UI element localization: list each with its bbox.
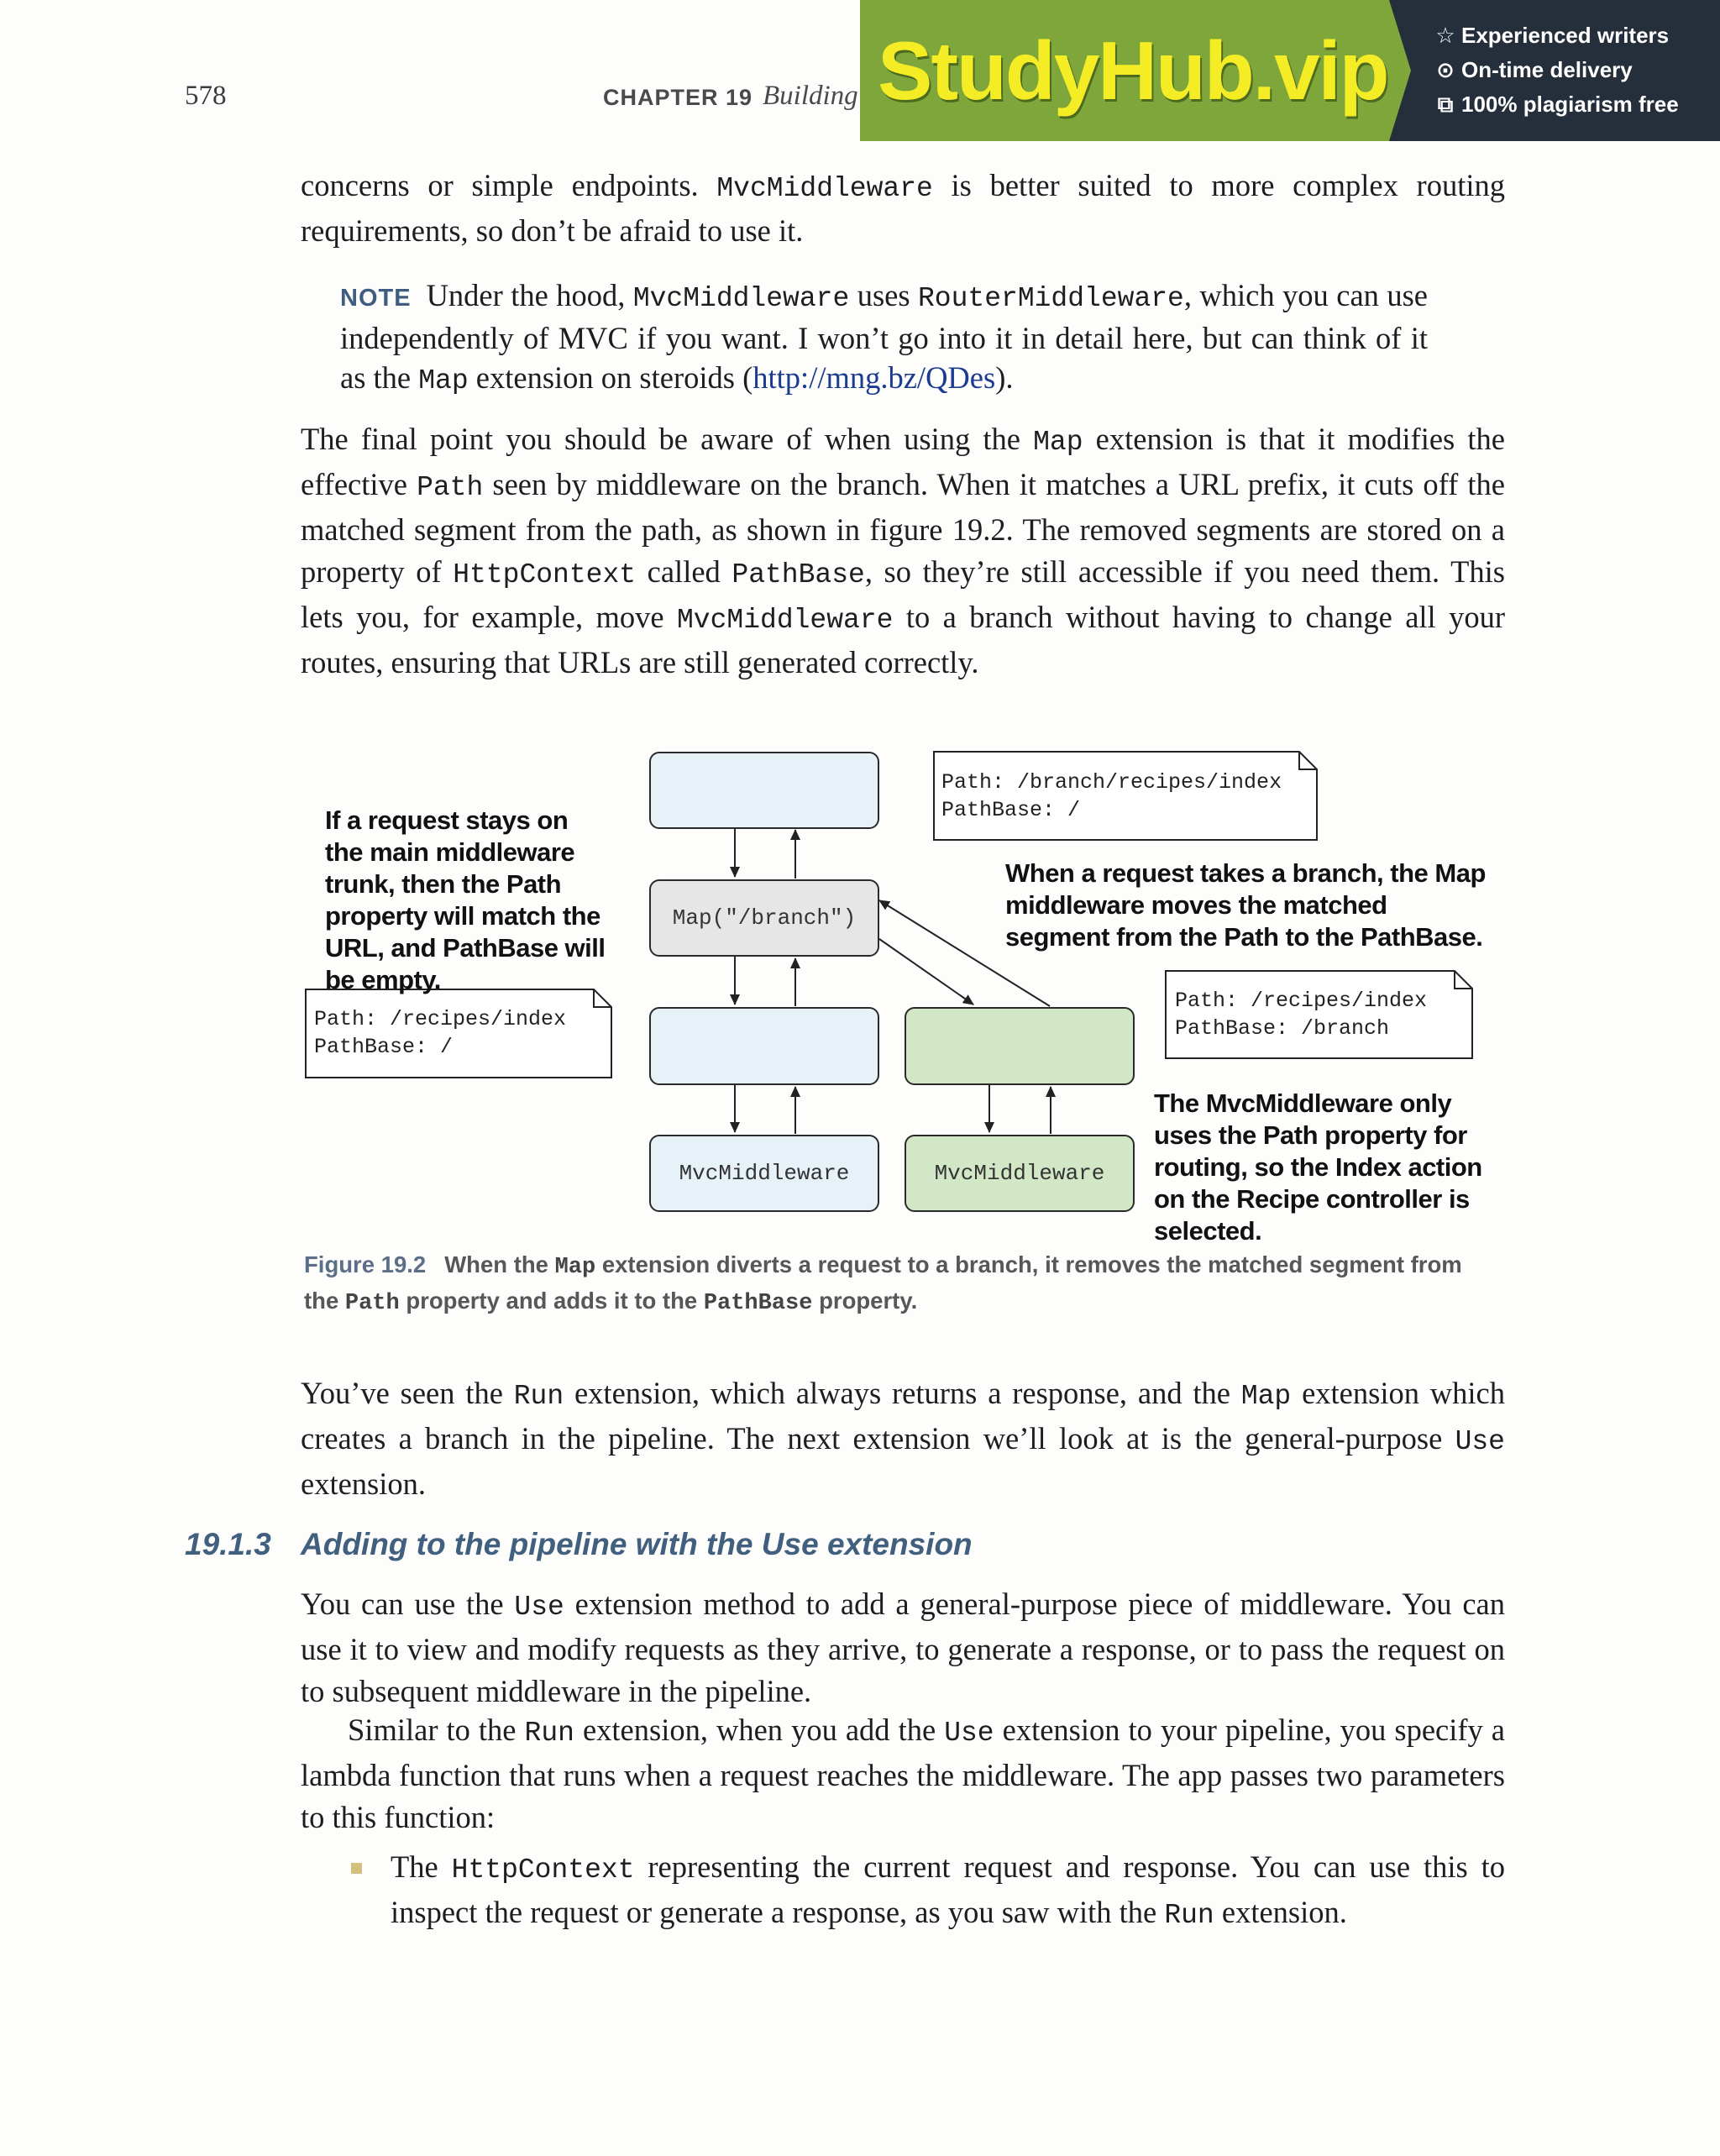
note-label: NOTE xyxy=(340,285,412,312)
note-block: NOTE Under the hood, MvcMiddleware uses RouterMiddleware, which you can use independently of MVC if you want. I won’t go into it in detail here, but can think of it as the Map extension on steroids (http://mng.bz/QDes). xyxy=(340,278,1428,396)
section-number: 19.1.3 xyxy=(185,1527,271,1561)
copy-icon: ⧉ xyxy=(1437,92,1454,117)
map-path-paragraph: The final point you should be aware of when using the Map extension is that it modifies the effective Path seen by middleware on the branch. When it matches a URL prefix, it cuts off the matched segment from the path, as shown in figure 19.2. The removed segments are stored on a property of HttpContext called PathBase, so they’re still accessible if you need them. This lets you, for example, move MvcMiddleware to a branch without having to change all your routes, ensuring that URLs are still generated correctly. xyxy=(301,422,1506,679)
watermark-feature-1: ☆ Experienced writers xyxy=(1435,23,1670,48)
note-top: Path: /branch/recipes/index PathBase: / xyxy=(941,770,1282,822)
page-number: 578 xyxy=(185,81,227,111)
bullet-marker xyxy=(351,1863,362,1874)
figure-caption: Figure 19.2 When the Map extension diverts a request to a branch, it removes the matched segment from the Path property and adds it to the PathBase property. xyxy=(304,1251,1462,1316)
bullet-httpcontext: The HttpContext representing the current request and response. You can use this to inspect the request or generate a response, as you saw with the Run extension. xyxy=(391,1849,1505,1931)
callout-trunk: If a request stays on the main middleware trunk, then the Path property will match the URL, and PathBase will be empty. xyxy=(325,805,606,994)
section-title: Adding to the pipeline with the Use extension xyxy=(301,1527,973,1561)
middleware-box-branch xyxy=(905,1007,1135,1085)
chapter-title: Building xyxy=(763,81,858,111)
callout-branch: When a request takes a branch, the Map middleware moves the matched segment from the Path to the PathBase. xyxy=(1005,858,1486,952)
watermark-feature-3: ⧉ 100% plagiarism free xyxy=(1434,92,1679,118)
middleware-box-trunk xyxy=(649,1007,879,1085)
watermark-feature-2: ⊙ On-time delivery xyxy=(1434,57,1633,83)
map-middleware-box: Map("/branch") xyxy=(649,879,879,957)
extensions-paragraph: You’ve seen the Run extension, which always returns a response, and the Map extension which creates a branch in the pipeline. The next extension we’ll look at is the general-purpose Use extension. xyxy=(301,1376,1505,1501)
use-extension-paragraph: You can use the Use extension method to add a general-purpose piece of middleware. You can use it to view and modify requests as they arrive, to generate a response, or to pass the request on to subsequent middleware in the pipeline. xyxy=(301,1587,1505,1708)
section-heading xyxy=(185,1527,973,1562)
mvc-middleware-trunk: MvcMiddleware xyxy=(649,1135,879,1212)
lambda-paragraph: Similar to the Run extension, when you add the Use extension to your pipeline, you specify a lambda function that runs when a request reaches the middleware. The app passes two parameters to this function: xyxy=(301,1713,1505,1834)
note-link[interactable]: http://mng.bz/QDes xyxy=(752,360,996,395)
callout-mvc: The MvcMiddleware only uses the Path property for routing, so the Index action on the Recipe controller is selected. xyxy=(1154,1088,1482,1246)
arrow-to-branch xyxy=(879,939,973,1005)
mvc-middleware-branch: MvcMiddleware xyxy=(905,1135,1135,1212)
figure-label: Figure 19.2 xyxy=(304,1251,427,1277)
note-right: Path: /recipes/index PathBase: /branch xyxy=(1175,989,1428,1041)
chapter-label: CHAPTER 19 xyxy=(603,85,753,110)
intro-paragraph: concerns or simple endpoints. MvcMiddleware is better suited to more complex routing requirements, so don’t be afraid to use it. xyxy=(301,168,1505,248)
watermark-logo: StudyHub.vip xyxy=(878,24,1388,117)
middleware-box-top xyxy=(649,752,879,829)
star-icon: ☆ xyxy=(1435,23,1455,48)
note-left: Path: /recipes/index PathBase: / xyxy=(314,1007,567,1059)
clock-icon: ⊙ xyxy=(1436,57,1455,82)
